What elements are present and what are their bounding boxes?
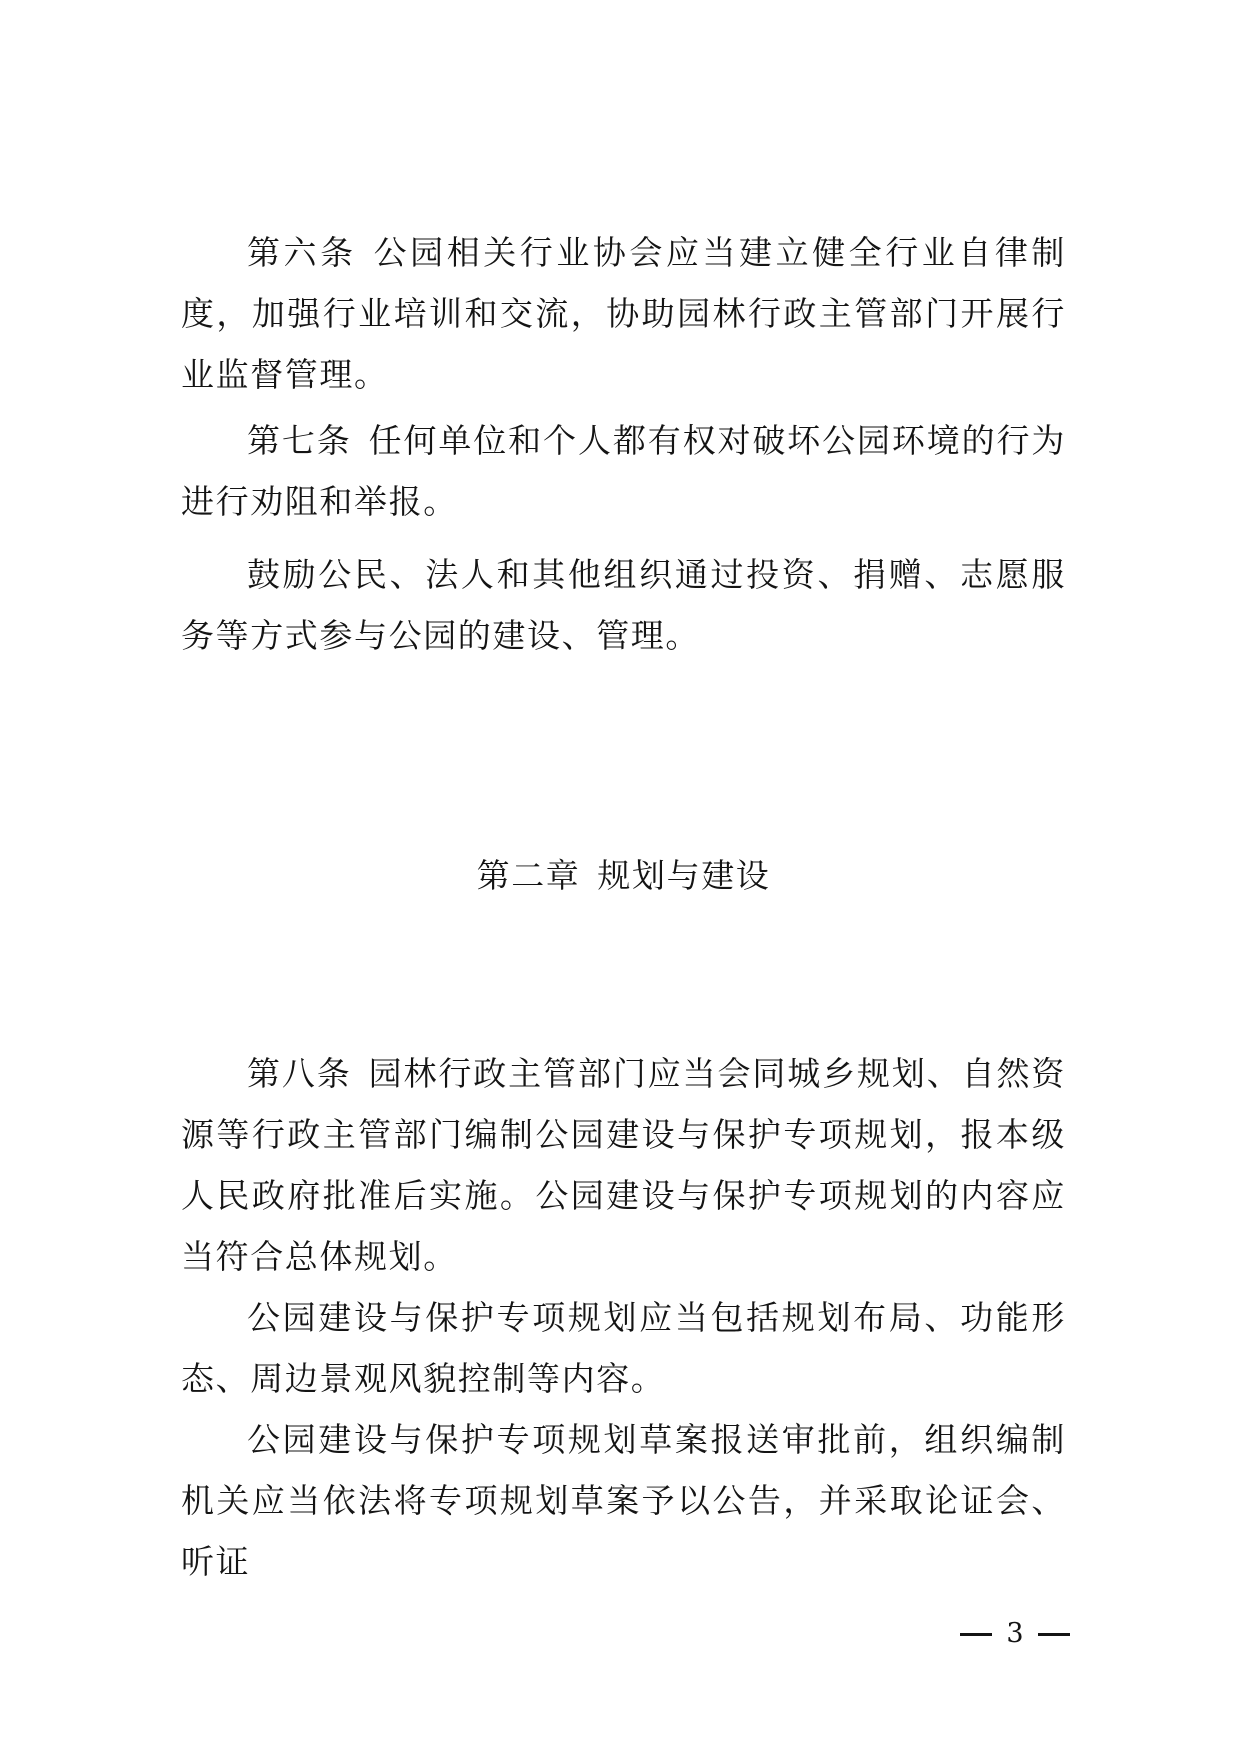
page-number-value: 3	[1006, 1618, 1024, 1649]
article-text: 公园相关行业协会应当建立健全行业自律制度，加强行业培训和交流，协助园林行政主管部门开展行业监督管理。	[181, 233, 1066, 394]
page-number	[960, 1614, 1070, 1654]
article-7-paragraph	[181, 410, 1066, 532]
article-text: 园林行政主管部门应当会同城乡规划、自然资源等行政主管部门编制公园建设与保护专项规划，报本级人民政府批准后实施。公园建设与保护专项规划的内容应当符合总体规划。	[181, 1054, 1066, 1276]
article-8-paragraph	[181, 1043, 1066, 1287]
chapter-number: 第二章	[476, 856, 581, 895]
paragraph-text: 公园建设与保护专项规划应当包括规划布局、功能形态、周边景观风貌控制等内容。	[181, 1298, 1066, 1398]
page-number-dash-right	[1038, 1633, 1070, 1636]
article-text: 任何单位和个人都有权对破坏公园环境的行为进行劝阻和举报。	[181, 421, 1066, 521]
plan-contents-paragraph	[181, 1287, 1066, 1409]
plan-draft-paragraph	[181, 1409, 1066, 1592]
paragraph-text: 鼓励公民、法人和其他组织通过投资、捐赠、志愿服务等方式参与公园的建设、管理。	[181, 555, 1066, 655]
article-number: 第六条	[247, 233, 357, 272]
chapter-heading	[181, 845, 1066, 906]
article-6-paragraph	[181, 222, 1066, 405]
chapter-title: 规划与建设	[597, 856, 771, 895]
article-number: 第七条	[247, 421, 352, 460]
article-number: 第八条	[247, 1054, 352, 1093]
page-number-dash-left	[960, 1633, 992, 1636]
paragraph-text: 公园建设与保护专项规划草案报送审批前，组织编制机关应当依法将专项规划草案予以公告，并采取论证会、听证	[181, 1420, 1066, 1581]
encouragement-paragraph	[181, 544, 1066, 666]
